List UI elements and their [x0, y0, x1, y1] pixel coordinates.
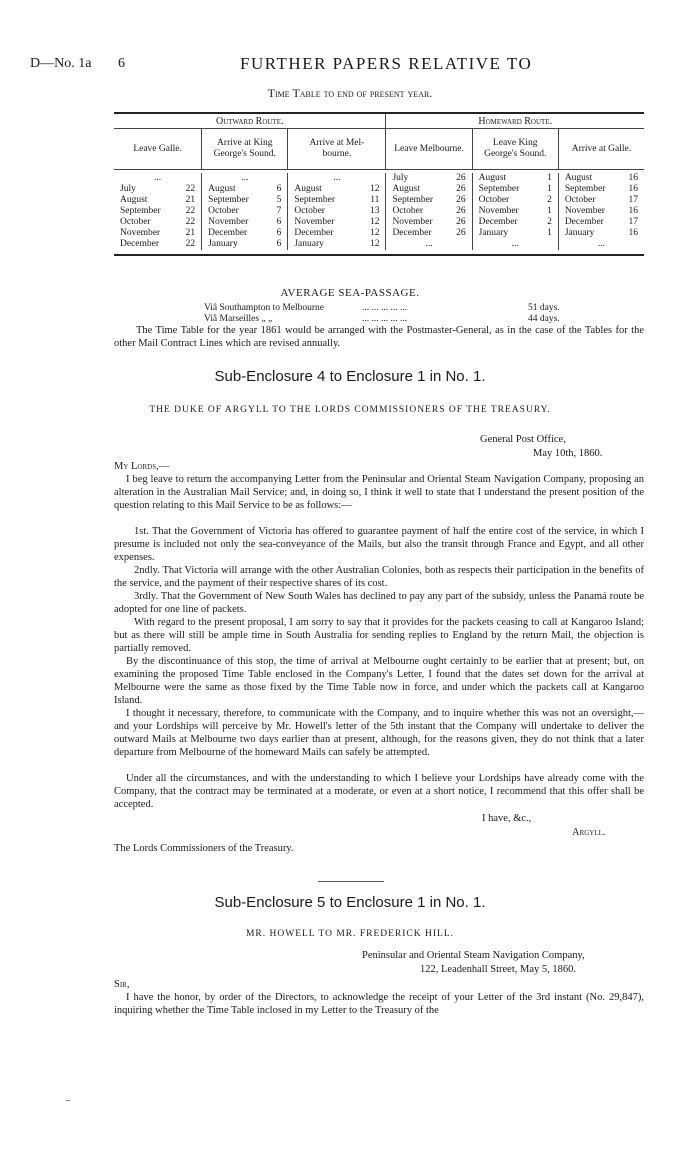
- table-cell: [559, 173, 644, 184]
- arrive-galle-column: [559, 173, 644, 250]
- table-cell: [202, 184, 287, 195]
- cell-day: 1: [547, 184, 552, 194]
- cell-day: 1: [547, 173, 552, 183]
- cell-day: 17: [628, 217, 638, 227]
- column-header-line: Arrive at Mel-: [309, 138, 365, 148]
- cell-day: 16: [628, 228, 638, 238]
- cell-day: 12: [369, 228, 380, 238]
- paragraph: I have the honor, by order of the Directors, to acknowledge the receipt of your Letter of the 3rd instant (No. 29,847), inquiring whether the Time Table inclosed in my Letter to the Treasury of the: [114, 992, 644, 1016]
- cell-day: 6: [276, 239, 282, 249]
- cell-day: 16: [628, 184, 638, 194]
- cell-month: October: [478, 195, 510, 205]
- section-divider: [318, 881, 384, 882]
- letter-place: Peninsular and Oriental Steam Navigation Company,: [362, 950, 585, 961]
- cell-month: October: [208, 206, 239, 216]
- cell-day: 13: [369, 206, 380, 216]
- paragraph: With regard to the present proposal, I am sorry to say that it provides for the packets ceasing to call at Kangaroo Island; but as there will still be ample time in South Australia for sending replies to England by the return Mail, the objection is partially removed.: [114, 617, 644, 654]
- leave-melbourne-column: [386, 173, 472, 250]
- cell-day: 6: [276, 217, 282, 227]
- table-cell: [559, 217, 644, 228]
- cell-month: August: [294, 184, 322, 194]
- column-header-line: George's Sound.: [213, 149, 276, 159]
- cell-month: August: [478, 173, 507, 183]
- sea-passage-days: 44 days.: [528, 314, 560, 324]
- leader-dots: ... ... ... ... ...: [362, 314, 408, 324]
- cell-day: 26: [456, 173, 466, 183]
- table-cell: [288, 173, 385, 184]
- table-cell: [114, 206, 201, 217]
- arrive-melbourne-column: [288, 173, 386, 250]
- cell-month: September: [478, 184, 520, 194]
- time-table-note: The Time Table for the year 1861 would be arranged with the Postmaster-General, as in the case of the Tables for the other Mail Contract Lines which are revised annually.: [114, 325, 644, 349]
- page-title: FURTHER PAPERS RELATIVE TO: [240, 54, 533, 73]
- table-cell: [202, 206, 287, 217]
- outward-route-label: Outward Route.: [114, 114, 386, 128]
- letter-place: General Post Office,: [480, 434, 566, 445]
- route-header-row: [114, 114, 644, 128]
- column-header: [386, 129, 472, 169]
- cell-day: 26: [456, 184, 466, 194]
- cell-month: November: [294, 217, 335, 227]
- paragraph: I beg leave to return the accompanying Letter from the Peninsular and Oriental Steam Navigation Company, proposing an alteration in the Australian Mail Service; and, in doing so, I think it well to state that I understand the present position of the question relating to this Mail Service to be as follows:—: [114, 474, 644, 511]
- cell-month: August: [392, 184, 420, 194]
- table-cell: [386, 206, 471, 217]
- letter-date: May 10th, 1860.: [533, 448, 603, 459]
- time-table-title: Time Table to end of present year.: [267, 86, 433, 100]
- cell-day: 26: [456, 195, 466, 205]
- table-cell: [559, 228, 644, 239]
- table-cell: [559, 195, 644, 206]
- cell-month: December: [392, 228, 432, 238]
- cell-month: August: [120, 195, 148, 205]
- cell-month: January: [564, 228, 595, 238]
- cell-month: July: [392, 173, 409, 183]
- column-header: [473, 129, 559, 169]
- cell-month: January: [294, 239, 324, 249]
- cell-month: ...: [597, 239, 605, 249]
- sea-passage-route: Viâ Southampton to Melbourne: [204, 303, 325, 313]
- paragraph: I thought it necessary, therefore, to communicate with the Company, and to inquire whether this was not an oversight,—and your Lordships will perceive by Mr. Howell's letter of the 5th instant that the Company will undertake to deliver the outward Mails at Melbourne two days earlier than at present, although, for the reasons given, they do not think that a later departure from Melbourne of the homeward Mails can safely be attempted.: [114, 708, 644, 758]
- cell-day: 12: [369, 217, 380, 227]
- cell-day: 22: [185, 206, 196, 216]
- cell-day: 5: [276, 195, 282, 205]
- cell-day: 21: [185, 228, 196, 238]
- scan-mark: [66, 1100, 70, 1101]
- letter-address: 122, Leadenhall Street, May 5, 1860.: [420, 964, 577, 975]
- cell-day: 26: [456, 217, 466, 227]
- cell-month: ...: [333, 173, 341, 183]
- cell-month: September: [392, 195, 434, 205]
- cell-day: 7: [276, 206, 282, 216]
- cell-month: August: [564, 173, 593, 183]
- enclosure-4-heading: Sub-Enclosure 4 to Enclosure 1 in No. 1.: [214, 368, 486, 385]
- cell-month: September: [120, 206, 161, 216]
- time-table: [114, 112, 644, 256]
- cell-day: 2: [547, 217, 552, 227]
- column-header-text: Leave Melbourne.: [394, 143, 464, 154]
- column-header: [288, 129, 386, 169]
- table-cell: [386, 173, 471, 184]
- letter-signature: Argyll.: [572, 827, 606, 838]
- table-cell: [114, 184, 201, 195]
- table-cell: [288, 228, 385, 239]
- cell-month: November: [564, 206, 605, 216]
- paragraph: 1st. That the Government of Victoria has offered to guarantee payment of half the entire cost of the service, in which I presume is included not only the sea-conveyance of the Mails, but also the transit through France and Egypt, and all other expenses.: [114, 526, 644, 563]
- table-cell: [202, 228, 287, 239]
- cell-month: ...: [425, 239, 433, 249]
- cell-month: December: [208, 228, 248, 238]
- cell-day: 12: [369, 184, 380, 194]
- letter-closing: I have, &c.,: [482, 813, 532, 824]
- sea-passage-title: AVERAGE SEA-PASSAGE.: [280, 287, 420, 299]
- table-cell: [114, 217, 201, 228]
- cell-month: November: [392, 217, 433, 227]
- table-cell: [114, 173, 201, 184]
- column-header-line: bourne.: [322, 149, 352, 159]
- paragraph: By the discontinuance of this stop, the time of arrival at Melbourne ought certainly to be earlier that at present; but, on examining the proposed Time Table enclosed in the Company's Letter, I found that the dates set down for the arrival at Melbourne were the same as those fixed by the Time Table now in force, and under which the packets call at Kangaroo Island.: [114, 656, 644, 706]
- cell-month: ...: [154, 173, 162, 183]
- cell-month: October: [392, 206, 424, 216]
- cell-month: October: [120, 217, 151, 227]
- cell-month: December: [294, 228, 334, 238]
- table-cell: [473, 206, 558, 217]
- table-cell: [288, 195, 385, 206]
- cell-month: September: [564, 184, 606, 194]
- column-header-text: Arrive at Galle.: [571, 143, 632, 154]
- page-number: 6: [118, 56, 125, 71]
- paragraph: 2ndly. That Victoria will arrange with the other Australian Colonies, both as respects their participation in the benefits of the service, and the payment of their respective shares of its cost.: [114, 565, 644, 589]
- cell-day: 2: [547, 195, 552, 205]
- table-cell: [559, 206, 644, 217]
- cell-month: January: [208, 239, 238, 249]
- leader-dots: ... ... ... ... ...: [362, 303, 408, 313]
- cell-day: 22: [185, 239, 196, 249]
- cell-month: July: [120, 184, 136, 194]
- table-cell: [473, 217, 558, 228]
- table-cell: [386, 239, 471, 250]
- cell-day: 1: [547, 206, 552, 216]
- cell-month: October: [294, 206, 325, 216]
- table-cell: [202, 239, 287, 250]
- cell-day: 22: [185, 217, 196, 227]
- table-cell: [473, 228, 558, 239]
- sea-passage-route: Viâ Marseilles „ „: [204, 314, 273, 324]
- cell-day: 12: [369, 239, 380, 249]
- table-cell: [386, 184, 471, 195]
- table-cell: [114, 195, 201, 206]
- cell-month: September: [294, 195, 335, 205]
- enclosure-4-subheading: THE DUKE OF ARGYLL TO THE LORDS COMMISSIONERS OF THE TREASURY.: [149, 405, 551, 415]
- cell-day: 16: [628, 173, 638, 183]
- column-header: [114, 129, 202, 169]
- sea-passage-days: 51 days.: [528, 303, 560, 313]
- column-header-row: [114, 129, 644, 169]
- leave-galle-column: [114, 173, 202, 250]
- cell-day: 16: [628, 206, 638, 216]
- cell-month: September: [208, 195, 249, 205]
- table-bottom-rule: [114, 254, 644, 256]
- table-cell: [559, 184, 644, 195]
- cell-month: October: [564, 195, 596, 205]
- cell-month: December: [564, 217, 604, 227]
- column-header-text: [214, 138, 276, 160]
- cell-month: ...: [241, 173, 249, 183]
- column-header-text: [484, 138, 546, 160]
- table-cell: [288, 217, 385, 228]
- letter-salutation: Sir,: [114, 979, 130, 990]
- table-cell: [288, 206, 385, 217]
- cell-day: 11: [370, 195, 380, 205]
- cell-month: January: [478, 228, 509, 238]
- table-cell: [473, 173, 558, 184]
- table-cell: [386, 195, 471, 206]
- table-cell: [386, 217, 471, 228]
- cell-month: November: [120, 228, 161, 238]
- enclosure-5-heading: Sub-Enclosure 5 to Enclosure 1 in No. 1.: [214, 894, 486, 911]
- table-cell: [473, 195, 558, 206]
- paragraph: Under all the circumstances, and with the understanding to which I believe your Lordships have already come with the Company, that the contract may be terminated at a moderate, or even at a short notice, I recommend that this offer shall be accepted.: [114, 773, 644, 810]
- table-cell: [114, 228, 201, 239]
- cell-day: 26: [456, 206, 466, 216]
- cell-month: August: [208, 184, 236, 194]
- cell-day: 1: [547, 228, 552, 238]
- column-header: [202, 129, 288, 169]
- table-cell: [288, 184, 385, 195]
- cell-day: 22: [185, 184, 196, 194]
- cell-day: 17: [628, 195, 638, 205]
- column-header-line: Leave King: [492, 138, 538, 148]
- leave-king-georges-sound-column: [473, 173, 559, 250]
- cell-month: November: [478, 206, 519, 216]
- column-header-text: [309, 138, 364, 160]
- table-cell: [473, 239, 558, 250]
- table-cell: [473, 184, 558, 195]
- column-header-line: Arrive at King: [217, 138, 273, 148]
- cell-month: November: [208, 217, 249, 227]
- cell-day: 6: [276, 228, 282, 238]
- table-cell: [288, 239, 385, 250]
- table-cell: [386, 228, 471, 239]
- enclosure-5-subheading: MR. HOWELL TO MR. FREDERICK HILL.: [245, 929, 455, 939]
- time-table-body: [114, 170, 644, 254]
- letter-salutation: My Lords,—: [114, 461, 170, 472]
- cell-day: 21: [185, 195, 196, 205]
- table-cell: [202, 217, 287, 228]
- cell-day: 26: [456, 228, 466, 238]
- cell-month: ...: [511, 239, 519, 249]
- table-cell: [559, 239, 644, 250]
- cell-day: 6: [276, 184, 282, 194]
- arrive-king-georges-sound-column: [202, 173, 288, 250]
- letter-addressee: The Lords Commissioners of the Treasury.: [114, 843, 294, 854]
- column-header-line: George's Sound.: [484, 149, 547, 159]
- cell-month: December: [120, 239, 160, 249]
- paragraph: 3rdly. That the Government of New South Wales has declined to pay any part of the subsidy, unless the Panamá route be adopted for one line of packets.: [114, 591, 644, 615]
- table-cell: [202, 173, 287, 184]
- table-cell: [202, 195, 287, 206]
- cell-month: December: [478, 217, 518, 227]
- homeward-route-label: Homeward Route.: [478, 115, 553, 127]
- column-header: [559, 129, 644, 169]
- document-reference: D—No. 1a: [30, 56, 92, 71]
- table-cell: [114, 239, 201, 250]
- column-header-text: Leave Galle.: [133, 143, 182, 154]
